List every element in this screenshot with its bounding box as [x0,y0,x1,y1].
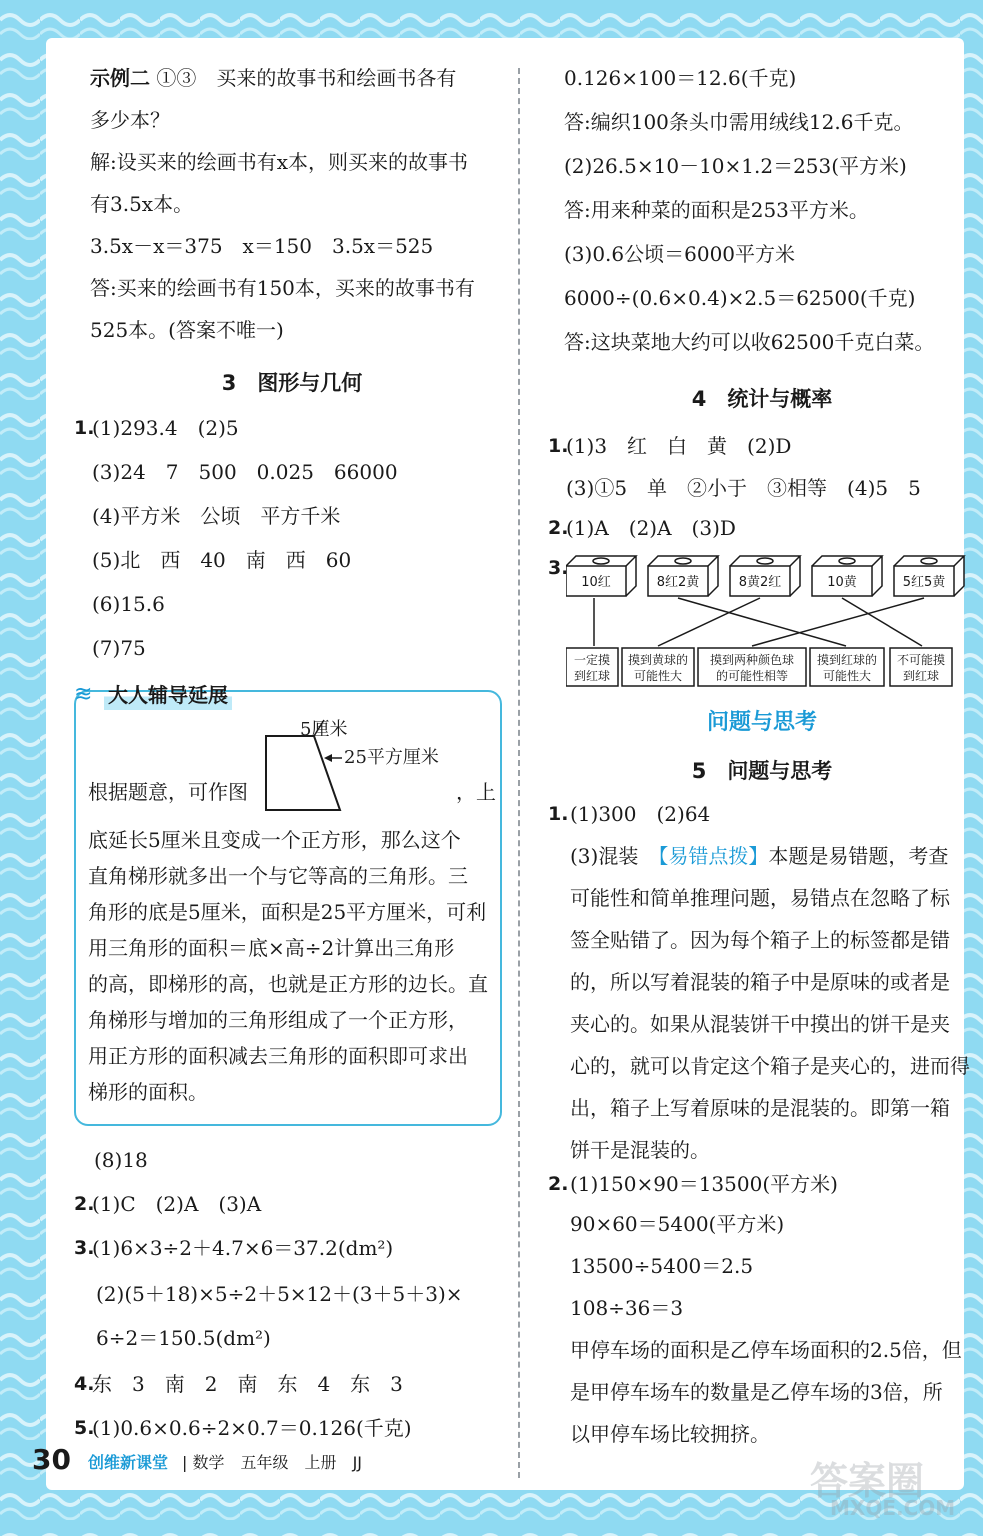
outcome-label: 摸到两种颜色球 [709,653,795,667]
watermark-logo: 答案圈 [810,1459,925,1503]
question-number: 1. [548,435,569,457]
text-line: (1)150×90＝13500(平方米) [570,1172,838,1196]
outcome-label: 摸到红球的 [816,653,878,667]
watermark-url: MXQE.COM [830,1496,956,1520]
section-3-heading: 3 图形与几何 [221,371,363,395]
tutoring-box-title: 大人辅导延展 [104,680,232,710]
tip-label: 【易错点拨】 [658,844,769,868]
text-line: 是甲停车场车的数量是乙停车场的3倍，所 [570,1380,943,1404]
brand-name: 创维新课堂 [88,1453,169,1472]
text-line: (3)混装 【易错点拨】本题是易错题，考查 [570,844,949,868]
text-line: 直角梯形就多出一个与它等高的三角形。三 [88,864,468,888]
column-divider [518,68,520,1478]
outcome-label: 的可能性相等 [715,669,789,683]
example-two-line: 示例二 ①③ 买来的故事书和绘画书各有 [90,66,457,90]
text-line: 根据题意，可作图 [88,780,248,804]
section-4-heading: 4 统计与概率 [691,387,833,411]
text-line: 饼干是混装的。 [570,1138,710,1162]
text-line: (1)300 (2)64 [570,802,711,826]
chapter-title: 问题与思考 [706,710,817,735]
box-label: 8红2黄 [656,575,700,590]
question-number: 1. [548,803,569,825]
question-number: 3. [548,557,569,579]
text-line: 答:这块菜地大约可以收62500千克白菜。 [564,330,935,354]
text-line: 心的，就可以肯定这个箱子是夹心的，进而得 [570,1054,970,1078]
text-line: 多少本？ [90,108,170,132]
box-label: 10黄 [827,575,857,590]
outcome-label: 可能性大 [633,669,683,683]
outcome-label: 一定摸 [573,653,611,667]
outcome-label: 到红球 [573,669,611,683]
question-number: 2. [74,1193,95,1215]
question-number: 2. [548,517,569,539]
text-line: 东 3 南 2 南 东 4 东 3 [92,1372,403,1396]
page-number: 30 [32,1443,71,1476]
question-number: 1. [74,417,95,439]
text-line: 签全贴错了。因为每个箱子上的标签都是错 [570,928,950,952]
text-line: 答:买来的绘画书有150本，买来的故事书有 [90,276,475,300]
question-number: 5. [74,1417,95,1439]
box-label: 8黄2红 [738,575,782,590]
text-line: (1)3 红 白 黄 (2)D [566,434,792,458]
text-line: (6)15.6 [92,592,165,616]
text-line: (1)C (2)A (3)A [92,1192,262,1216]
text-line: (3)①5 单 ②小于 ③相等 (4)5 5 [566,476,921,500]
figure-label-area: 25平方厘米 [344,747,439,768]
text-line: 用三角形的面积＝底×高÷2计算出三角形 [88,936,455,960]
text-line: 0.126×100＝12.6(千克) [564,66,797,90]
outcome-label: 不可能摸 [896,653,946,667]
text-line: 525本。(答案不唯一) [90,318,284,342]
text-line: 108÷36＝3 [570,1296,684,1320]
question-number: 4. [74,1373,95,1395]
text-line: 甲停车场的面积是乙停车场面积的2.5倍，但 [570,1338,962,1362]
outcome-label: 到红球 [902,669,940,683]
text-line: (2)26.5×10－10×1.2＝253(平方米) [564,154,907,178]
text-line: 90×60＝5400(平方米) [570,1212,785,1236]
outcome-label: 可能性大 [822,669,872,683]
text-line: 可能性和简单推理问题，易错点在忽略了标 [570,886,950,910]
text-line: 6000÷(0.6×0.4)×2.5＝62500(千克) [564,286,916,310]
text-line: (1)A (2)A (3)D [566,516,736,540]
footer-subject: | 数学 五年级 上册 JJ [182,1453,363,1472]
text-line: 角梯形与增加的三角形组成了一个正方形， [88,1008,468,1032]
figure-label-top: 5厘米 [300,719,348,740]
text-line: (8)18 [94,1148,148,1172]
text-line: 角形的底是5厘米，面积是25平方厘米，可利 [88,900,487,924]
text-line: (3)0.6公顷＝6000平方米 [564,242,796,266]
question-number: 3. [74,1237,95,1259]
text-line: 夹心的。如果从混装饼干中摸出的饼干是夹 [570,1012,950,1036]
wave-icon: ≋ [74,682,93,707]
text-line: (1)0.6×0.6÷2×0.7＝0.126(千克) [92,1416,412,1440]
text-line: (3)24 7 500 0.025 66000 [92,460,398,484]
outcome-label: 摸到黄球的 [627,653,689,667]
text-line: (2)(5＋18)×5÷2＋5×12＋(3＋5＋3)× [96,1282,463,1306]
text-line: ，上 [456,780,496,804]
text-line: 3.5x－x＝375 x＝150 3.5x＝525 [90,234,434,258]
box-label: 10红 [581,575,611,590]
text-line: 梯形的面积。 [88,1080,208,1104]
text-line: (1)293.4 (2)5 [92,416,239,440]
text-line: 有3.5x本。 [90,192,194,216]
trapezoid-figure [262,718,482,828]
text-line: (4)平方米 公顷 平方千米 [92,504,341,528]
text-line: 以甲停车场比较拥挤。 [570,1422,770,1446]
answer-page [52,42,970,1484]
box-label: 5红5黄 [902,575,946,590]
text-line: 13500÷5400＝2.5 [570,1254,754,1278]
watermark [810,1450,970,1530]
text-line: 出，箱子上写着原味的是混装的。即第一箱 [570,1096,950,1120]
text-line: 用正方形的面积减去三角形的面积即可求出 [88,1044,468,1068]
section-5-heading: 5 问题与思考 [691,759,833,783]
text-line: (7)75 [92,636,146,660]
text-line: (5)北 西 40 南 西 60 [92,548,352,572]
text-line: 答:用来种菜的面积是253平方米。 [564,198,869,222]
text-line: 6÷2＝150.5(dm²) [96,1326,271,1350]
text-line: (1)6×3÷2＋4.7×6＝37.2(dm²) [92,1236,394,1260]
text-line: 的，所以写着混装的箱子中是原味的或者是 [570,970,950,994]
matching-diagram [566,554,966,688]
text-line: 底延长5厘米且变成一个正方形，那么这个 [88,828,461,852]
text-line: 答:编织100条头巾需用绒线12.6千克。 [564,110,914,134]
text-line: 解:设买来的绘画书有x本，则买来的故事书 [90,150,469,174]
question-number: 2. [548,1173,569,1195]
text-line: 的高，即梯形的高，也就是正方形的边长。直 [88,972,488,996]
